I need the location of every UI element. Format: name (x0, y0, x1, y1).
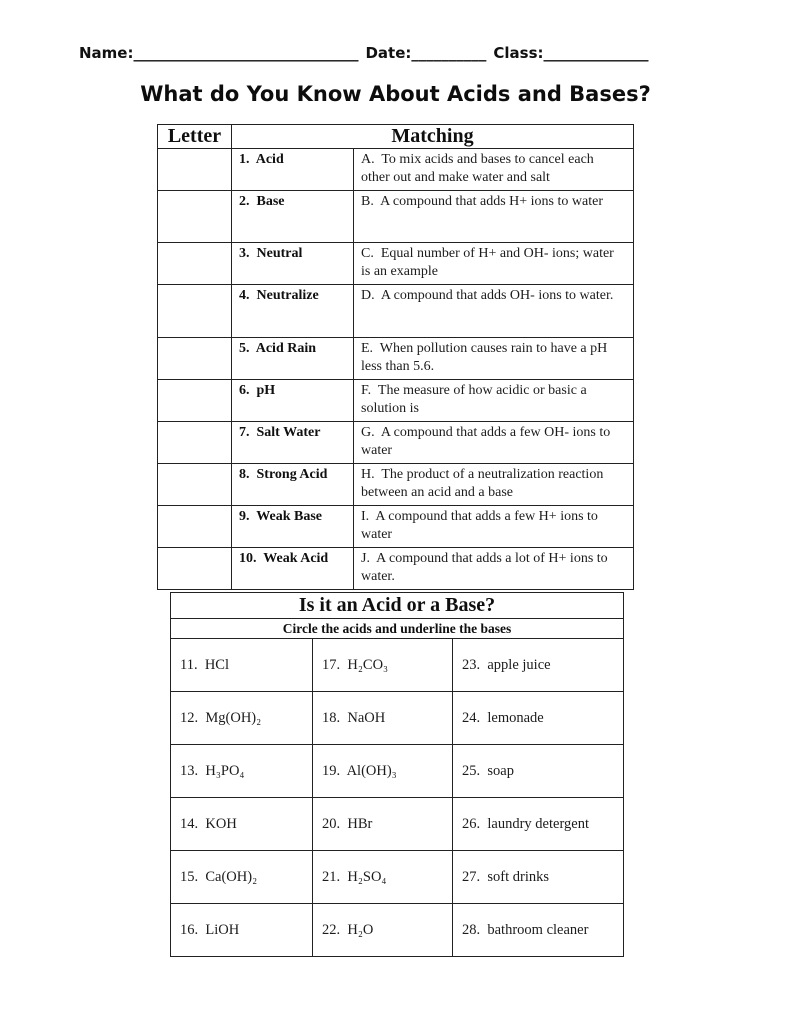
matching-header-row (158, 125, 634, 149)
term-cell: 7. Salt Water (232, 421, 354, 463)
letter-answer-cell (158, 337, 232, 379)
substance-cell: 24. lemonade (453, 692, 624, 745)
acid-base-subtitle-row (171, 619, 624, 639)
acid-base-row (171, 798, 624, 851)
letter-column-header: Letter (158, 125, 232, 149)
definition-cell: H. The product of a neutralization reaction between an acid and a base (354, 463, 634, 505)
substance-cell: 12. Mg(OH)₂ (171, 692, 313, 745)
substance-cell: 16. LiOH (171, 904, 313, 957)
substance-cell: 26. laundry detergent (453, 798, 624, 851)
matching-row (158, 547, 634, 589)
letter-answer-cell (158, 379, 232, 421)
acid-base-row (171, 639, 624, 692)
term-cell: 10. Weak Acid (232, 547, 354, 589)
letter-answer-cell (158, 190, 232, 242)
acid-base-row (171, 904, 624, 957)
term-cell: 9. Weak Base (232, 505, 354, 547)
definition-cell: I. A compound that adds a few H+ ions to water (354, 505, 634, 547)
name-blank-line: ______________________________ (133, 44, 359, 62)
substance-cell: 15. Ca(OH)₂ (171, 851, 313, 904)
matching-row (158, 505, 634, 547)
matching-row (158, 149, 634, 191)
substance-cell: 14. KOH (171, 798, 313, 851)
letter-answer-cell (158, 284, 232, 337)
name-label: Name: (79, 44, 134, 62)
definition-cell: J. A compound that adds a lot of H+ ions to water. (354, 547, 634, 589)
substance-cell: 25. soap (453, 745, 624, 798)
letter-answer-cell (158, 421, 232, 463)
substance-cell: 19. Al(OH)₃ (313, 745, 453, 798)
letter-answer-cell (158, 505, 232, 547)
definition-cell: E. When pollution causes rain to have a pH less than 5.6. (354, 337, 634, 379)
date-label: Date: (365, 44, 412, 62)
name-date-class-row (79, 44, 719, 62)
letter-answer-cell (158, 547, 232, 589)
substance-cell: 27. soft drinks (453, 851, 624, 904)
definition-cell: D. A compound that adds OH- ions to water. (354, 284, 634, 337)
letter-answer-cell (158, 149, 232, 191)
matching-row (158, 242, 634, 284)
matching-row (158, 284, 634, 337)
term-cell: 6. pH (232, 379, 354, 421)
definition-cell: B. A compound that adds H+ ions to water (354, 190, 634, 242)
matching-row (158, 463, 634, 505)
matching-column-header: Matching (232, 125, 634, 149)
definition-cell: A. To mix acids and bases to cancel each other out and make water and salt (354, 149, 634, 191)
definition-cell: F. The measure of how acidic or basic a solution is (354, 379, 634, 421)
matching-row (158, 190, 634, 242)
term-cell: 8. Strong Acid (232, 463, 354, 505)
term-cell: 5. Acid Rain (232, 337, 354, 379)
substance-cell: 13. H₃PO₄ (171, 745, 313, 798)
term-cell: 4. Neutralize (232, 284, 354, 337)
acid-base-row (171, 745, 624, 798)
substance-cell: 17. H₂CO₃ (313, 639, 453, 692)
substance-cell: 11. HCl (171, 639, 313, 692)
letter-answer-cell (158, 463, 232, 505)
substance-cell: 18. NaOH (313, 692, 453, 745)
page-title: What do You Know About Acids and Bases? (140, 82, 651, 106)
substance-cell: 23. apple juice (453, 639, 624, 692)
substance-cell: 21. H₂SO₄ (313, 851, 453, 904)
term-cell: 2. Base (232, 190, 354, 242)
acid-base-table-instructions: Circle the acids and underline the bases (171, 619, 624, 639)
letter-answer-cell (158, 242, 232, 284)
class-blank-line: ______________ (543, 44, 649, 62)
matching-row (158, 337, 634, 379)
acid-base-row (171, 692, 624, 745)
date-blank-line: __________ (411, 44, 487, 62)
term-cell: 3. Neutral (232, 242, 354, 284)
acid-base-title-row (171, 593, 624, 619)
matching-row (158, 379, 634, 421)
substance-cell: 28. bathroom cleaner (453, 904, 624, 957)
acid-base-row (171, 851, 624, 904)
substance-cell: 22. H₂O (313, 904, 453, 957)
term-cell: 1. Acid (232, 149, 354, 191)
acid-or-base-table (170, 592, 624, 957)
class-label: Class: (493, 44, 544, 62)
definition-cell: C. Equal number of H+ and OH- ions; water is an example (354, 242, 634, 284)
substance-cell: 20. HBr (313, 798, 453, 851)
matching-table (157, 124, 634, 590)
matching-row (158, 421, 634, 463)
definition-cell: G. A compound that adds a few OH- ions to water (354, 421, 634, 463)
acid-base-table-title: Is it an Acid or a Base? (171, 593, 624, 619)
